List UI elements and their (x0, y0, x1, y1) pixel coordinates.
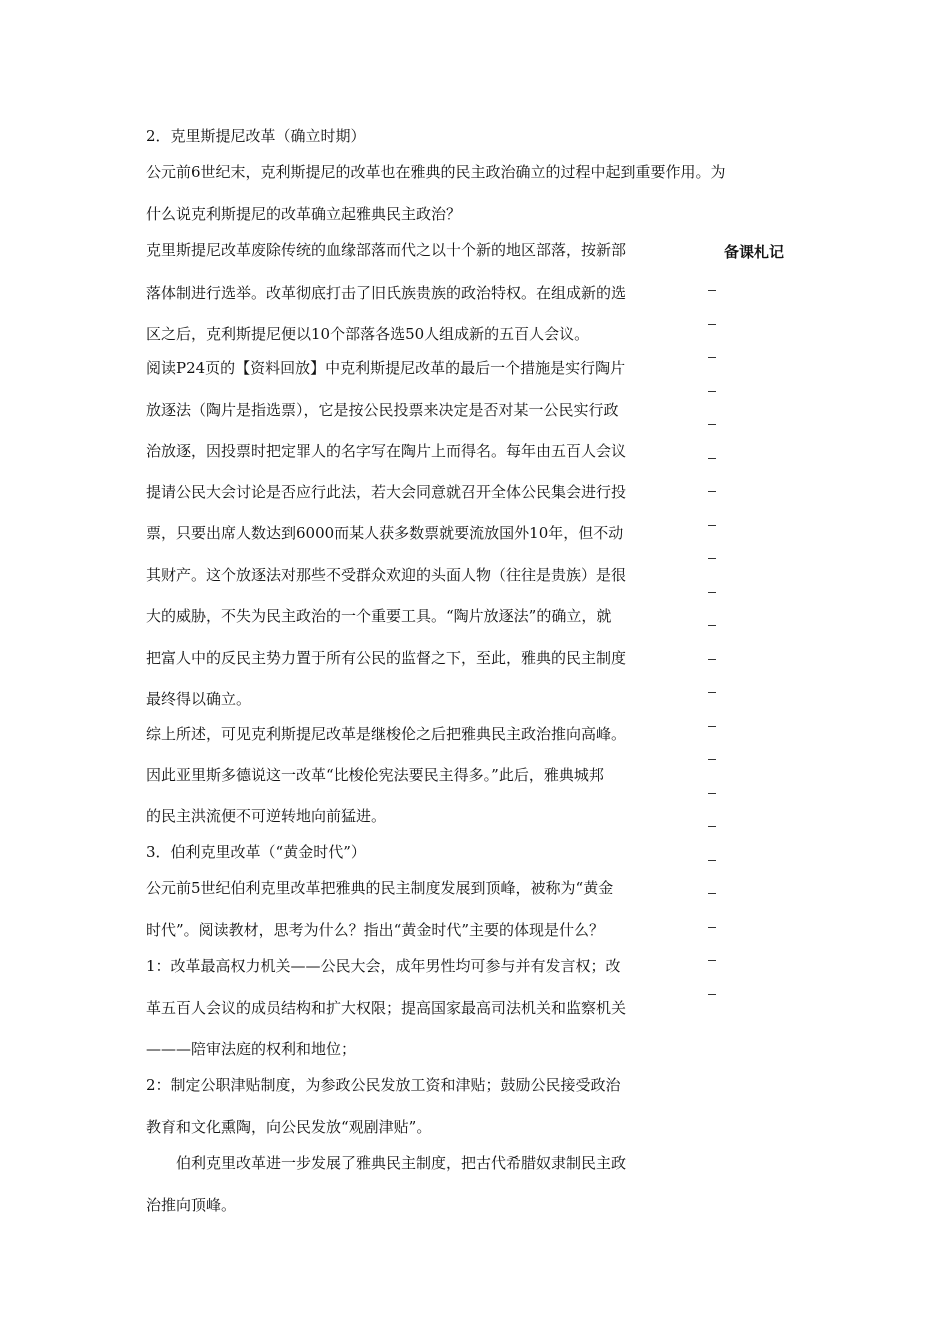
paragraph-line: 阅读P24页的【资料回放】中克利斯提尼改革的最后一个措施是实行陶片 (146, 359, 626, 377)
paragraph-line: 综上所述，可见克利斯提尼改革是继梭伦之后把雅典民主政治推向高峰。 (146, 725, 627, 743)
notes-dash (708, 357, 716, 358)
notes-dash (708, 558, 716, 559)
section-heading-cleisthenes: 2．克里斯提尼改革（确立时期） (146, 127, 366, 145)
paragraph-line: 革五百人会议的成员结构和扩大权限；提高国家最高司法机关和监察机关 (146, 999, 627, 1017)
paragraph-line: 2：制定公职津贴制度，为参政公民发放工资和津贴；鼓励公民接受政治 (146, 1076, 621, 1094)
paragraph-line: 提请公民大会讨论是否应行此法，若大会同意就召开全体公民集会进行投 (146, 483, 627, 501)
paragraph-line: 伯利克里改革进一步发展了雅典民主制度，把古代希腊奴隶制民主政 (176, 1154, 627, 1172)
paragraph-line: 最终得以确立。 (146, 690, 252, 708)
paragraph-line: 因此亚里斯多德说这一改革“比梭伦宪法要民主得多。”此后，雅典城邦 (146, 766, 604, 784)
paragraph-line: 放逐法（陶片是指选票），它是按公民投票来决定是否对某一公民实行政 (146, 401, 619, 419)
notes-dash (708, 860, 716, 861)
notes-dash (708, 927, 716, 928)
paragraph-line: 的民主洪流便不可逆转地向前猛进。 (146, 807, 387, 825)
paragraph-line: 票，只要出席人数达到6000而某人获多数票就要流放国外10年，但不动 (146, 524, 624, 542)
notes-dash (708, 960, 716, 961)
notes-dash (708, 759, 716, 760)
paragraph-line: 教育和文化熏陶，向公民发放“观剧津贴”。 (146, 1118, 432, 1136)
section-heading-pericles: 3．伯利克里改革（“黄金时代”） (146, 843, 366, 861)
notes-dash (708, 290, 716, 291)
notes-dash (708, 726, 716, 727)
notes-dash (708, 525, 716, 526)
notes-dash (708, 592, 716, 593)
paragraph-line: 落体制进行选举。改革彻底打击了旧氏族贵族的政治特权。在组成新的选 (146, 284, 627, 302)
notes-dash (708, 793, 716, 794)
notes-title: 备课札记 (724, 243, 785, 261)
paragraph-line: 时代”。阅读教材，思考为什么？指出“黄金时代”主要的体现是什么？ (146, 921, 605, 939)
paragraph-line: 公元前5世纪伯利克里改革把雅典的民主制度发展到顶峰，被称为“黄金 (146, 879, 614, 897)
notes-dash (708, 994, 716, 995)
notes-dash (708, 826, 716, 827)
notes-dash (708, 324, 716, 325)
paragraph-line: 把富人中的反民主势力置于所有公民的监督之下，至此，雅典的民主制度 (146, 649, 627, 667)
paragraph-line: 治推向顶峰。 (146, 1196, 237, 1214)
paragraph-line: 其财产。这个放逐法对那些不受群众欢迎的头面人物（往往是贵族）是很 (146, 566, 627, 584)
notes-dash (708, 424, 716, 425)
notes-dash (708, 391, 716, 392)
notes-dash (708, 458, 716, 459)
paragraph-line: 克里斯提尼改革废除传统的血缘部落而代之以十个新的地区部落，按新部 (146, 241, 627, 259)
paragraph-line: 区之后，克利斯提尼便以10个部落各选50人组成新的五百人会议。 (146, 325, 590, 343)
notes-dash (708, 659, 716, 660)
paragraph-line: 治放逐，因投票时把定罪人的名字写在陶片上而得名。每年由五百人会议 (146, 442, 627, 460)
paragraph-line: ———陪审法庭的权利和地位； (146, 1040, 357, 1058)
paragraph-line: 大的威胁，不失为民主政治的一个重要工具。“陶片放逐法”的确立，就 (146, 607, 612, 625)
notes-dash (708, 692, 716, 693)
paragraph-line: 什么说克利斯提尼的改革确立起雅典民主政治？ (146, 205, 462, 223)
paragraph-line: 1：改革最高权力机关——公民大会，成年男性均可参与并有发言权；改 (146, 957, 621, 975)
notes-dash (708, 625, 716, 626)
notes-dash (708, 491, 716, 492)
paragraph-line: 公元前6世纪末，克利斯提尼的改革也在雅典的民主政治确立的过程中起到重要作用。为 (146, 163, 726, 181)
notes-dash (708, 893, 716, 894)
